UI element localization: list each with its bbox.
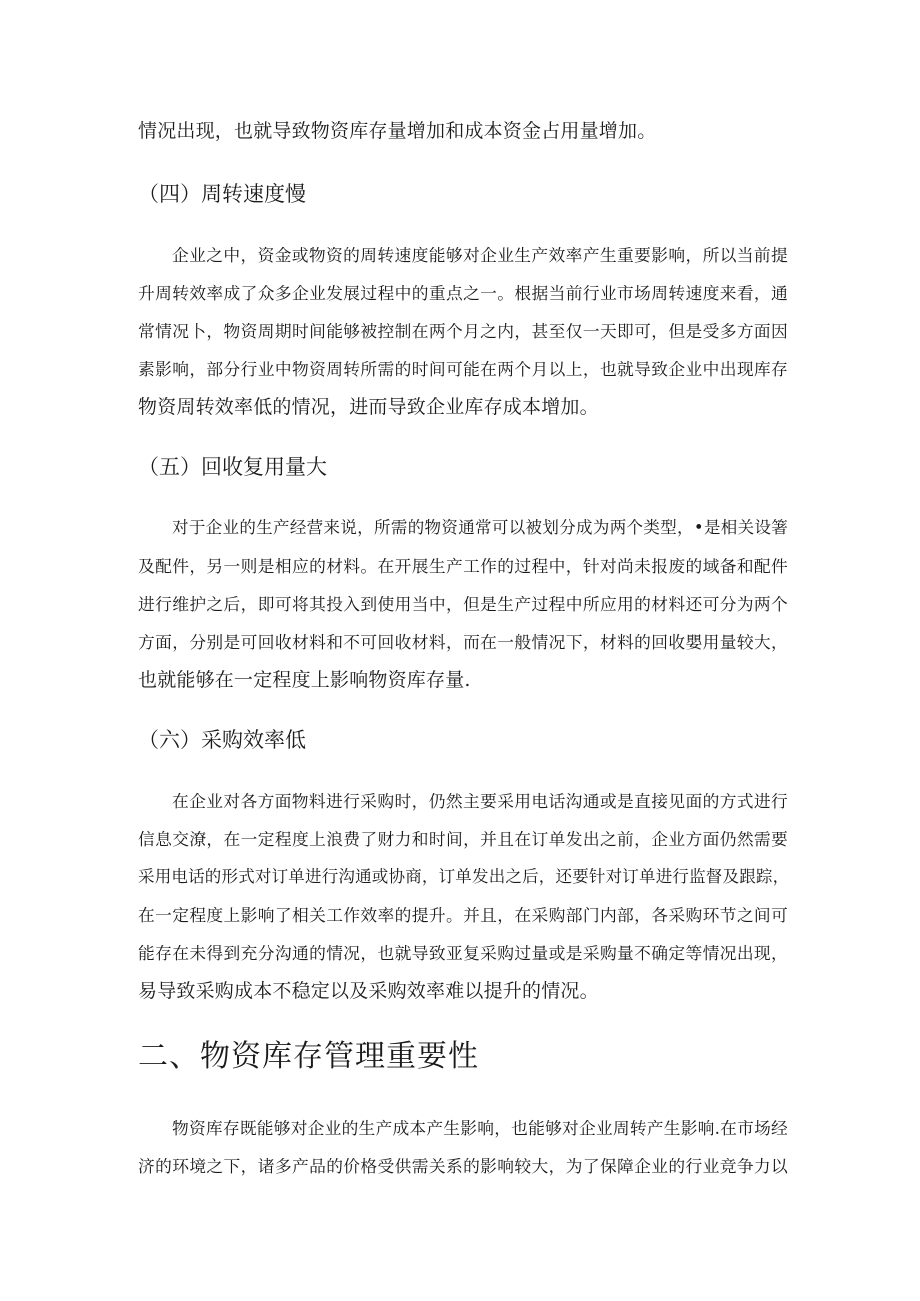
paragraph-line: 信息交潦，在一定程度上浪费了财力和时间，并且在订单发出之前，企业方面仍然需要 [138, 829, 788, 849]
paragraph-line: 升周转效率成了众多企业发展过程中的重点之一。根据当前行业市场周转速度来看，通 [138, 283, 788, 303]
paragraph-line: 方面，分别是可回收材料和不可回收材料，而在一般情况下，材料的回收嬰用量较大， [138, 632, 788, 652]
paragraph-line: 企业之中，资金或物资的周转速度能够对企业生产效率产生重要影响，所以当前提 [172, 245, 788, 265]
section-heading-5: （五）回收复用量大 [138, 455, 327, 479]
section-heading-4: （四）周转速度慢 [138, 182, 306, 206]
paragraph-line: 济的环境之下，诸多产品的价格受供需关系的影响较大，为了保障企业的行业竞争力以 [138, 1156, 788, 1176]
chapter-heading: 二、物资库存管理重要性 [138, 1039, 479, 1074]
paragraph-line: 对于企业的生产经营来说，所需的物资通常可以被划分成为两个类型，•是相关设箸 [172, 518, 788, 537]
paragraph-line: 常情况卜，物资周期时间能够被控制在两个月之内，甚至仅一天即可，但是受多方面因 [138, 321, 788, 341]
paragraph-line: 物资库存既能够对企业的生产成本产生影响，也能够对企业周转产生影响.在市场经 [172, 1118, 788, 1138]
paragraph-line: 进行维护之后，即可将其投入到使用当中，但是生产过程中所应用的材料还可分为两个 [138, 594, 788, 614]
paragraph-line: 能存在未得到充分沟通的情况，也就导致亚复采购过量或是采购量不确定等情况出现， [138, 943, 788, 963]
paragraph-line: 易导致采购成本不稳定以及采购效率难以提升的情况。 [138, 980, 599, 1002]
paragraph-line: 采用电话的形式对订单进行沟通或协商，订单发出之后，还要针对订单进行监督及跟踪， [138, 867, 790, 886]
paragraph-line: 物资周转效率低的情况，进而导致企业库存成本增加。 [138, 396, 599, 418]
paragraph-line: 在一定程度上影响了相关工作效率的提升。并且，在采购部门内部，各采购环节之间可 [138, 905, 788, 925]
paragraph-line: 在企业对各方面物料进行采购时，仍然主要采用电话沟通或是直接见面的方式进行 [172, 791, 788, 811]
paragraph-line: 及配件，另一则是相应的材料。在开展生产工作的过程中，针对尚未报废的域备和配件 [138, 556, 788, 576]
paragraph-line: 也就能够在一定程度上影响物资库存量. [138, 669, 471, 691]
paragraph-line: 情况出现，也就导致物资库存量增加和成本资金占用量增加。 [138, 120, 657, 142]
section-heading-6: （六）采购效率低 [138, 728, 306, 752]
paragraph-line: 素影响，部分行业中物资周转所需的时间可能在两个月以上，也就导致企业中出现库存 [138, 359, 788, 379]
